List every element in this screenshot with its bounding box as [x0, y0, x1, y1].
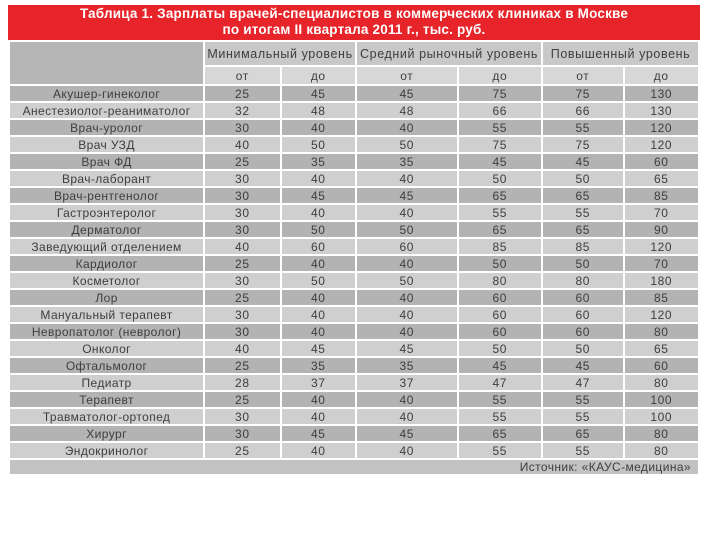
value-cell: 45 — [459, 358, 541, 373]
table-row — [10, 205, 698, 220]
value-cell: 60 — [543, 290, 622, 305]
sub-header-from-1: от — [205, 67, 279, 84]
specialty-cell: Эндокринолог — [10, 443, 203, 458]
value-cell: 40 — [357, 324, 457, 339]
value-cell: 75 — [459, 86, 541, 101]
value-cell: 40 — [357, 256, 457, 271]
value-cell: 40 — [282, 443, 355, 458]
table-row — [10, 290, 698, 305]
value-cell: 25 — [205, 86, 279, 101]
value-cell: 40 — [357, 205, 457, 220]
value-cell: 60 — [543, 307, 622, 322]
specialty-cell: Онколог — [10, 341, 203, 356]
value-cell: 35 — [357, 154, 457, 169]
value-cell: 60 — [459, 324, 541, 339]
table-row — [10, 154, 698, 169]
value-cell: 85 — [459, 239, 541, 254]
value-cell: 120 — [625, 239, 699, 254]
value-cell: 40 — [357, 392, 457, 407]
value-cell: 30 — [205, 222, 279, 237]
value-cell: 60 — [459, 307, 541, 322]
value-cell: 65 — [543, 426, 622, 441]
source-row — [10, 460, 698, 474]
value-cell: 40 — [357, 120, 457, 135]
specialty-cell: Врач УЗД — [10, 137, 203, 152]
value-cell: 40 — [282, 392, 355, 407]
value-cell: 60 — [357, 239, 457, 254]
specialty-cell: Врач-уролог — [10, 120, 203, 135]
value-cell: 50 — [282, 137, 355, 152]
value-cell: 50 — [357, 273, 457, 288]
value-cell: 45 — [543, 358, 622, 373]
table-row — [10, 392, 698, 407]
table-row — [10, 375, 698, 390]
value-cell: 40 — [282, 120, 355, 135]
value-cell: 40 — [357, 409, 457, 424]
table-row — [10, 86, 698, 101]
value-cell: 55 — [459, 392, 541, 407]
value-cell: 60 — [543, 324, 622, 339]
value-cell: 70 — [625, 256, 699, 271]
value-cell: 65 — [543, 222, 622, 237]
table-row — [10, 324, 698, 339]
value-cell: 40 — [282, 324, 355, 339]
value-cell: 37 — [357, 375, 457, 390]
table-row — [10, 120, 698, 135]
value-cell: 85 — [625, 188, 699, 203]
value-cell: 55 — [543, 409, 622, 424]
value-cell: 35 — [357, 358, 457, 373]
specialty-cell: Лор — [10, 290, 203, 305]
value-cell: 55 — [543, 392, 622, 407]
specialty-cell: Кардиолог — [10, 256, 203, 271]
specialty-cell: Педиатр — [10, 375, 203, 390]
specialty-cell: Невропатолог (невролог) — [10, 324, 203, 339]
value-cell: 130 — [625, 103, 699, 118]
value-cell: 50 — [543, 171, 622, 186]
sub-header-to-2: до — [459, 67, 541, 84]
value-cell: 55 — [543, 120, 622, 135]
specialty-cell: Врач-рентгенолог — [10, 188, 203, 203]
value-cell: 50 — [282, 222, 355, 237]
value-cell: 28 — [205, 375, 279, 390]
value-cell: 48 — [357, 103, 457, 118]
table-row — [10, 358, 698, 373]
source-label: Источник: «КАУС-медицина» — [10, 460, 698, 474]
value-cell: 30 — [205, 426, 279, 441]
value-cell: 55 — [459, 443, 541, 458]
value-cell: 80 — [625, 375, 699, 390]
value-cell: 60 — [625, 154, 699, 169]
value-cell: 80 — [625, 426, 699, 441]
value-cell: 25 — [205, 290, 279, 305]
value-cell: 40 — [357, 290, 457, 305]
value-cell: 80 — [625, 324, 699, 339]
specialty-cell: Мануальный терапевт — [10, 307, 203, 322]
table-row — [10, 137, 698, 152]
value-cell: 47 — [459, 375, 541, 390]
value-cell: 75 — [543, 137, 622, 152]
table-row — [10, 409, 698, 424]
value-cell: 65 — [625, 171, 699, 186]
table-row — [10, 443, 698, 458]
value-cell: 55 — [459, 205, 541, 220]
value-cell: 100 — [625, 392, 699, 407]
value-cell: 60 — [625, 358, 699, 373]
value-cell: 30 — [205, 205, 279, 220]
specialty-cell: Косметолог — [10, 273, 203, 288]
table-row — [10, 256, 698, 271]
value-cell: 50 — [459, 341, 541, 356]
table-row — [10, 171, 698, 186]
value-cell: 40 — [282, 307, 355, 322]
value-cell: 48 — [282, 103, 355, 118]
table-row — [10, 273, 698, 288]
value-cell: 45 — [282, 426, 355, 441]
value-cell: 47 — [543, 375, 622, 390]
value-cell: 45 — [459, 154, 541, 169]
value-cell: 40 — [282, 171, 355, 186]
value-cell: 65 — [625, 341, 699, 356]
value-cell: 50 — [357, 137, 457, 152]
value-cell: 60 — [459, 290, 541, 305]
value-cell: 45 — [357, 341, 457, 356]
specialty-cell: Акушер-гинеколог — [10, 86, 203, 101]
value-cell: 45 — [357, 86, 457, 101]
value-cell: 45 — [282, 86, 355, 101]
table-title-line1: Таблица 1. Зарплаты врачей-специалистов в коммерческих клиниках в Москве — [79, 6, 629, 21]
value-cell: 40 — [205, 137, 279, 152]
value-cell: 80 — [543, 273, 622, 288]
value-cell: 65 — [543, 188, 622, 203]
value-cell: 66 — [543, 103, 622, 118]
value-cell: 66 — [459, 103, 541, 118]
value-cell: 25 — [205, 392, 279, 407]
value-cell: 25 — [205, 358, 279, 373]
value-cell: 40 — [357, 307, 457, 322]
specialty-cell: Травматолог-ортопед — [10, 409, 203, 424]
specialty-cell: Хирург — [10, 426, 203, 441]
value-cell: 40 — [282, 290, 355, 305]
value-cell: 45 — [357, 188, 457, 203]
sub-header-to-1: до — [282, 67, 355, 84]
group-header-row — [10, 42, 698, 65]
value-cell: 50 — [459, 256, 541, 271]
value-cell: 65 — [459, 222, 541, 237]
sub-header-from-2: от — [357, 67, 457, 84]
value-cell: 120 — [625, 307, 699, 322]
table-title-line2: по итогам II квартала 2011 г., тыс. руб. — [222, 22, 486, 37]
group-header-minimum: Минимальный уровень — [205, 42, 355, 65]
salary-table — [8, 40, 700, 476]
value-cell: 75 — [459, 137, 541, 152]
table-row — [10, 307, 698, 322]
value-cell: 40 — [282, 205, 355, 220]
value-cell: 35 — [282, 154, 355, 169]
value-cell: 50 — [543, 341, 622, 356]
value-cell: 55 — [543, 205, 622, 220]
value-cell: 85 — [625, 290, 699, 305]
value-cell: 45 — [282, 188, 355, 203]
value-cell: 25 — [205, 154, 279, 169]
value-cell: 55 — [543, 443, 622, 458]
value-cell: 30 — [205, 307, 279, 322]
value-cell: 180 — [625, 273, 699, 288]
value-cell: 55 — [459, 409, 541, 424]
value-cell: 40 — [357, 171, 457, 186]
value-cell: 75 — [543, 86, 622, 101]
value-cell: 37 — [282, 375, 355, 390]
specialty-cell: Дерматолог — [10, 222, 203, 237]
specialty-cell: Врач-лаборант — [10, 171, 203, 186]
value-cell: 45 — [282, 341, 355, 356]
value-cell: 65 — [459, 426, 541, 441]
value-cell: 45 — [543, 154, 622, 169]
value-cell: 40 — [357, 443, 457, 458]
specialty-cell: Врач ФД — [10, 154, 203, 169]
value-cell: 40 — [205, 341, 279, 356]
table-body — [10, 86, 698, 458]
corner-cell — [10, 42, 203, 84]
value-cell: 45 — [357, 426, 457, 441]
value-cell: 30 — [205, 409, 279, 424]
table-row — [10, 222, 698, 237]
value-cell: 30 — [205, 171, 279, 186]
value-cell: 80 — [625, 443, 699, 458]
value-cell: 65 — [459, 188, 541, 203]
table-row — [10, 426, 698, 441]
value-cell: 50 — [543, 256, 622, 271]
table-row — [10, 188, 698, 203]
value-cell: 25 — [205, 443, 279, 458]
value-cell: 120 — [625, 120, 699, 135]
value-cell: 40 — [282, 409, 355, 424]
value-cell: 85 — [543, 239, 622, 254]
group-header-average: Средний рыночный уровень — [357, 42, 541, 65]
value-cell: 30 — [205, 324, 279, 339]
specialty-cell: Гастроэнтеролог — [10, 205, 203, 220]
value-cell: 30 — [205, 188, 279, 203]
value-cell: 120 — [625, 137, 699, 152]
table-row — [10, 341, 698, 356]
value-cell: 80 — [459, 273, 541, 288]
sub-header-to-3: до — [625, 67, 699, 84]
value-cell: 50 — [357, 222, 457, 237]
table-row — [10, 239, 698, 254]
value-cell: 30 — [205, 120, 279, 135]
specialty-cell: Офтальмолог — [10, 358, 203, 373]
value-cell: 60 — [282, 239, 355, 254]
table-row — [10, 103, 698, 118]
value-cell: 25 — [205, 256, 279, 271]
value-cell: 50 — [282, 273, 355, 288]
group-header-elevated: Повышенный уровень — [543, 42, 698, 65]
value-cell: 35 — [282, 358, 355, 373]
value-cell: 90 — [625, 222, 699, 237]
value-cell: 130 — [625, 86, 699, 101]
value-cell: 70 — [625, 205, 699, 220]
value-cell: 55 — [459, 120, 541, 135]
specialty-cell: Терапевт — [10, 392, 203, 407]
value-cell: 100 — [625, 409, 699, 424]
specialty-cell: Анестезиолог-реаниматолог — [10, 103, 203, 118]
value-cell: 32 — [205, 103, 279, 118]
specialty-cell: Заведующий отделением — [10, 239, 203, 254]
value-cell: 40 — [205, 239, 279, 254]
table-title-banner — [8, 5, 700, 40]
value-cell: 30 — [205, 273, 279, 288]
value-cell: 40 — [282, 256, 355, 271]
sub-header-from-3: от — [543, 67, 622, 84]
value-cell: 50 — [459, 171, 541, 186]
